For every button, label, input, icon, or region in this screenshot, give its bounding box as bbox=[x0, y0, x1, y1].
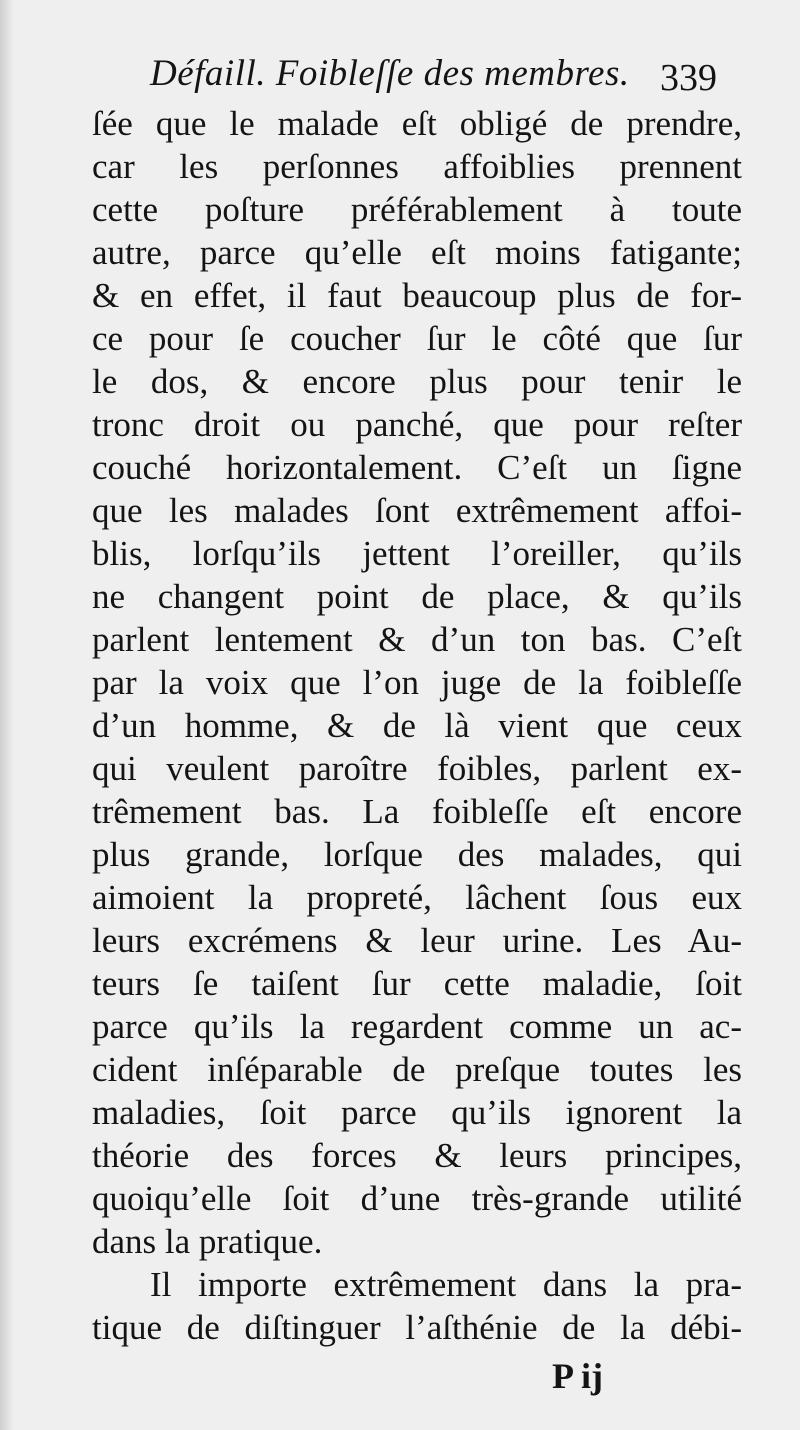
text-line: blis, lorſqu’ils jettent l’oreiller, qu’ils bbox=[92, 534, 742, 573]
text-line: maladies, ſoit parce qu’ils ignorent la bbox=[92, 1093, 742, 1132]
page-header bbox=[0, 44, 800, 104]
page-gutter-shadow bbox=[0, 0, 14, 1430]
signature-mark: P ij bbox=[552, 1356, 603, 1396]
text-line: qui veulent paroître foibles, parlent ex- bbox=[92, 749, 742, 788]
text-line: parce qu’ils la regardent comme un ac- bbox=[92, 1007, 742, 1046]
text-line: théorie des forces & leurs principes, bbox=[92, 1136, 742, 1175]
text-line: d’un homme, & de là vient que ceux bbox=[92, 706, 742, 745]
text-line: que les malades ſont extrêmement affoi- bbox=[92, 491, 742, 530]
text-line: teurs ſe taiſent ſur cette maladie, ſoit bbox=[92, 964, 742, 1003]
page-number: 339 bbox=[660, 57, 717, 99]
text-line: plus grande, lorſque des malades, qui bbox=[92, 835, 742, 874]
text-line-paragraph-start: Il importe extrêmement dans la pra- bbox=[150, 1265, 742, 1304]
text-line: autre, parce qu’elle eſt moins fatigante; bbox=[92, 233, 742, 272]
text-line: parlent lentement & d’un ton bas. C’eſt bbox=[92, 620, 742, 659]
text-line: tronc droit ou panché, que pour reſter bbox=[92, 405, 742, 444]
text-line: & en effet, il faut beaucoup plus de for- bbox=[92, 276, 742, 315]
text-line: ne changent point de place, & qu’ils bbox=[92, 577, 742, 616]
text-line: le dos, & encore plus pour tenir le bbox=[92, 362, 742, 401]
text-line: tique de diſtinguer l’aſthénie de la débi- bbox=[92, 1308, 742, 1347]
text-line: couché horizontalement. C’eſt un ſigne bbox=[92, 448, 742, 487]
text-line: cident inſéparable de preſque toutes les bbox=[92, 1050, 742, 1089]
running-head: Défaill. Foibleſſe des membres. bbox=[150, 53, 630, 94]
text-line: quoiqu’elle ſoit d’une très-grande utilité bbox=[92, 1179, 742, 1218]
text-line: trêmement bas. La foibleſſe eſt encore bbox=[92, 792, 742, 831]
text-line: leurs excrémens & leur urine. Les Au- bbox=[92, 921, 742, 960]
text-line: ce pour ſe coucher ſur le côté que ſur bbox=[92, 319, 742, 358]
text-line: cette poſture préférablement à toute bbox=[92, 190, 742, 229]
text-line: car les perſonnes affoiblies prennent bbox=[92, 147, 742, 186]
text-line: ſée que le malade eſt obligé de prendre, bbox=[92, 104, 742, 143]
body-text bbox=[92, 102, 742, 1349]
text-line: aimoient la propreté, lâchent ſous eux bbox=[92, 878, 742, 917]
text-line: par la voix que l’on juge de la foibleſſe bbox=[92, 663, 742, 702]
text-line-paragraph-end: dans la pratique. bbox=[92, 1222, 323, 1261]
